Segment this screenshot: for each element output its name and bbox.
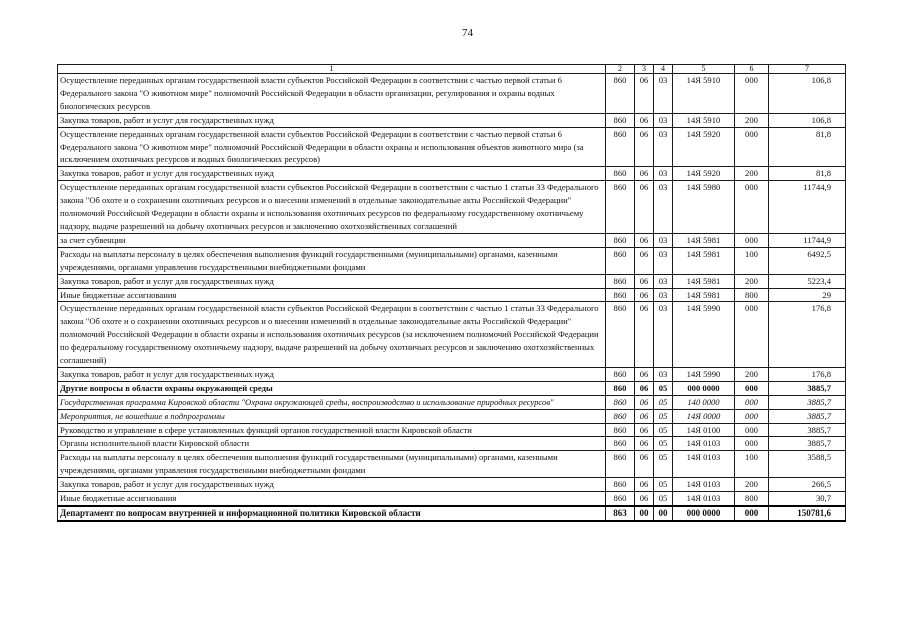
section-code: 06 bbox=[635, 181, 654, 234]
subsection-code: 05 bbox=[654, 492, 673, 506]
amount: 176,8 bbox=[769, 302, 846, 368]
item-name: Осуществление переданных органам государственной власти субъектов Российской Федерации в соответствии с частью первой статьи 6 Федерального закона "О животном мире" полномочий Российской Федерации в области охраны и использования объектов животного мира (за исключением охотничьих ресурсов и водных биологических ресурсов) bbox=[58, 127, 606, 167]
expense-type-code: 800 bbox=[735, 288, 769, 302]
amount: 3885,7 bbox=[769, 409, 846, 423]
table-row bbox=[58, 127, 846, 167]
expense-type-code: 200 bbox=[735, 478, 769, 492]
table-row bbox=[58, 288, 846, 302]
expense-type-code: 000 bbox=[735, 302, 769, 368]
amount: 11744,9 bbox=[769, 233, 846, 247]
subsection-code: 03 bbox=[654, 181, 673, 234]
dept-code: 860 bbox=[606, 451, 635, 478]
target-article-code: 14Я 5920 bbox=[673, 127, 735, 167]
dept-code: 860 bbox=[606, 381, 635, 395]
subsection-code: 05 bbox=[654, 423, 673, 437]
table-row bbox=[58, 274, 846, 288]
target-article-code: 14Я 0000 bbox=[673, 409, 735, 423]
item-name: Осуществление переданных органам государственной власти субъектов Российской Федерации в соответствии с частью первой статьи 6 Федерального закона "О животном мире" полномочий Российской Федерации в области организации, регулирования и охраны водных биологических ресурсов bbox=[58, 74, 606, 114]
amount: 3885,7 bbox=[769, 423, 846, 437]
section-code: 06 bbox=[635, 492, 654, 506]
table-row bbox=[58, 506, 846, 521]
amount: 150781,6 bbox=[769, 506, 846, 521]
section-code: 06 bbox=[635, 288, 654, 302]
expense-type-code: 000 bbox=[735, 423, 769, 437]
expense-type-code: 800 bbox=[735, 492, 769, 506]
item-name: Органы исполнительной власти Кировской области bbox=[58, 437, 606, 451]
subsection-code: 05 bbox=[654, 409, 673, 423]
target-article-code: 000 0000 bbox=[673, 381, 735, 395]
dept-code: 860 bbox=[606, 302, 635, 368]
target-article-code: 14Я 0100 bbox=[673, 423, 735, 437]
budget-table bbox=[57, 64, 846, 522]
item-name: Закупка товаров, работ и услуг для государственных нужд bbox=[58, 113, 606, 127]
dept-code: 860 bbox=[606, 247, 635, 274]
target-article-code: 14Я 0103 bbox=[673, 492, 735, 506]
dept-code: 860 bbox=[606, 74, 635, 114]
amount: 6492,5 bbox=[769, 247, 846, 274]
section-code: 06 bbox=[635, 381, 654, 395]
item-name: Закупка товаров, работ и услуг для государственных нужд bbox=[58, 367, 606, 381]
section-code: 06 bbox=[635, 113, 654, 127]
item-name: Осуществление переданных органам государственной власти субъектов Российской Федерации в соответствии с частью 1 статьи 33 Федерального закона "Об охоте и о сохранении охотничьих ресурсов и о внесении изменений в отдельные законодательные акты Российской Федерации" полномочий Российской Федерации в области охраны и использования охотничьих ресурсов (за исключением полномочий Российской Федерации по федеральному государственному охотничьему надзору, выдаче разрешений на добычу охотничьих ресурсов и заключению охотхозяйственных соглашений) bbox=[58, 302, 606, 368]
amount: 3885,7 bbox=[769, 437, 846, 451]
subsection-code: 03 bbox=[654, 167, 673, 181]
table-row bbox=[58, 451, 846, 478]
page-number: 74 bbox=[462, 27, 473, 39]
item-name: Расходы на выплаты персоналу в целях обеспечения выполнения функций государственными (муниципальными) органами, казенными учреждениями, органами управления государственными внебюджетными фондами bbox=[58, 451, 606, 478]
amount: 81,8 bbox=[769, 167, 846, 181]
target-article-code: 14Я 5981 bbox=[673, 288, 735, 302]
subsection-code: 00 bbox=[654, 506, 673, 521]
section-code: 06 bbox=[635, 395, 654, 409]
column-number-7: 7 bbox=[769, 65, 846, 74]
table-row bbox=[58, 395, 846, 409]
expense-type-code: 000 bbox=[735, 506, 769, 521]
dept-code: 860 bbox=[606, 288, 635, 302]
target-article-code: 140 0000 bbox=[673, 395, 735, 409]
item-name: Расходы на выплаты персоналу в целях обеспечения выполнения функций государственными (муниципальными) органами, казенными учреждениями, органами управления государственными внебюджетными фондами bbox=[58, 247, 606, 274]
item-name: Мероприятия, не вошедшие в подпрограммы bbox=[58, 409, 606, 423]
section-code: 06 bbox=[635, 247, 654, 274]
amount: 176,8 bbox=[769, 367, 846, 381]
budget-table-body bbox=[58, 65, 846, 521]
target-article-code: 14Я 5910 bbox=[673, 113, 735, 127]
column-number-4: 4 bbox=[654, 65, 673, 74]
amount: 29 bbox=[769, 288, 846, 302]
dept-code: 860 bbox=[606, 233, 635, 247]
dept-code: 860 bbox=[606, 478, 635, 492]
target-article-code: 14Я 5920 bbox=[673, 167, 735, 181]
table-row bbox=[58, 367, 846, 381]
subsection-code: 03 bbox=[654, 127, 673, 167]
amount: 30,7 bbox=[769, 492, 846, 506]
target-article-code: 14Я 5980 bbox=[673, 181, 735, 234]
subsection-code: 03 bbox=[654, 274, 673, 288]
expense-type-code: 200 bbox=[735, 113, 769, 127]
expense-type-code: 000 bbox=[735, 395, 769, 409]
section-code: 06 bbox=[635, 437, 654, 451]
dept-code: 860 bbox=[606, 437, 635, 451]
amount: 3885,7 bbox=[769, 381, 846, 395]
table-row bbox=[58, 492, 846, 506]
table-row bbox=[58, 302, 846, 368]
section-code: 06 bbox=[635, 367, 654, 381]
amount: 106,8 bbox=[769, 113, 846, 127]
expense-type-code: 100 bbox=[735, 247, 769, 274]
expense-type-code: 200 bbox=[735, 167, 769, 181]
table-row bbox=[58, 113, 846, 127]
item-name: Иные бюджетные ассигнования bbox=[58, 492, 606, 506]
dept-code: 860 bbox=[606, 395, 635, 409]
item-name: Иные бюджетные ассигнования bbox=[58, 288, 606, 302]
section-code: 06 bbox=[635, 74, 654, 114]
expense-type-code: 200 bbox=[735, 367, 769, 381]
column-number-3: 3 bbox=[635, 65, 654, 74]
table-row bbox=[58, 233, 846, 247]
table-row bbox=[58, 437, 846, 451]
expense-type-code: 000 bbox=[735, 233, 769, 247]
column-number-2: 2 bbox=[606, 65, 635, 74]
amount: 106,8 bbox=[769, 74, 846, 114]
expense-type-code: 200 bbox=[735, 274, 769, 288]
target-article-code: 14Я 5981 bbox=[673, 233, 735, 247]
amount: 5223,4 bbox=[769, 274, 846, 288]
item-name: Руководство и управление в сфере установленных функций органов государственной власти Кировской области bbox=[58, 423, 606, 437]
expense-type-code: 000 bbox=[735, 127, 769, 167]
subsection-code: 03 bbox=[654, 302, 673, 368]
target-article-code: 14Я 5981 bbox=[673, 247, 735, 274]
dept-code: 860 bbox=[606, 181, 635, 234]
dept-code: 860 bbox=[606, 409, 635, 423]
expense-type-code: 000 bbox=[735, 437, 769, 451]
dept-code: 860 bbox=[606, 492, 635, 506]
item-name: Государственная программа Кировской области "Охрана окружающей среды, воспроизводство и использование природных ресурсов" bbox=[58, 395, 606, 409]
expense-type-code: 000 bbox=[735, 381, 769, 395]
table-row bbox=[58, 74, 846, 114]
item-name: Осуществление переданных органам государственной власти субъектов Российской Федерации в соответствии с частью 1 статьи 33 Федерального закона "Об охоте и о сохранении охотничьих ресурсов и о внесении изменений в отдельные законодательные акты Российской Федерации" полномочий Российской Федерации в области охраны и использования охотничьих ресурсов по федеральному государственному охотничьему надзору, выдаче разрешений на добычу охотничьих ресурсов и заключению охотхозяйственных соглашений bbox=[58, 181, 606, 234]
target-article-code: 14Я 5990 bbox=[673, 367, 735, 381]
amount: 3588,5 bbox=[769, 451, 846, 478]
subsection-code: 03 bbox=[654, 247, 673, 274]
subsection-code: 05 bbox=[654, 381, 673, 395]
expense-type-code: 000 bbox=[735, 181, 769, 234]
section-code: 06 bbox=[635, 167, 654, 181]
amount: 266,5 bbox=[769, 478, 846, 492]
item-name: Закупка товаров, работ и услуг для государственных нужд bbox=[58, 274, 606, 288]
dept-code: 860 bbox=[606, 423, 635, 437]
section-code: 06 bbox=[635, 478, 654, 492]
table-row bbox=[58, 409, 846, 423]
table-row bbox=[58, 423, 846, 437]
section-code: 06 bbox=[635, 409, 654, 423]
item-name: за счет субвенции bbox=[58, 233, 606, 247]
dept-code: 860 bbox=[606, 367, 635, 381]
table-row bbox=[58, 478, 846, 492]
target-article-code: 14Я 0103 bbox=[673, 437, 735, 451]
item-name: Департамент по вопросам внутренней и информационной политики Кировской области bbox=[58, 506, 606, 521]
column-number-5: 5 bbox=[673, 65, 735, 74]
column-number-6: 6 bbox=[735, 65, 769, 74]
item-name: Закупка товаров, работ и услуг для государственных нужд bbox=[58, 167, 606, 181]
item-name: Закупка товаров, работ и услуг для государственных нужд bbox=[58, 478, 606, 492]
target-article-code: 14Я 5981 bbox=[673, 274, 735, 288]
dept-code: 860 bbox=[606, 274, 635, 288]
section-code: 06 bbox=[635, 451, 654, 478]
expense-type-code: 000 bbox=[735, 74, 769, 114]
section-code: 06 bbox=[635, 302, 654, 368]
amount: 3885,7 bbox=[769, 395, 846, 409]
target-article-code: 000 0000 bbox=[673, 506, 735, 521]
amount: 11744,9 bbox=[769, 181, 846, 234]
item-name: Другие вопросы в области охраны окружающей среды bbox=[58, 381, 606, 395]
table-row bbox=[58, 167, 846, 181]
dept-code: 860 bbox=[606, 127, 635, 167]
subsection-code: 05 bbox=[654, 437, 673, 451]
target-article-code: 14Я 5990 bbox=[673, 302, 735, 368]
section-code: 06 bbox=[635, 127, 654, 167]
dept-code: 860 bbox=[606, 113, 635, 127]
subsection-code: 03 bbox=[654, 74, 673, 114]
column-number-row bbox=[58, 65, 846, 74]
amount: 81,8 bbox=[769, 127, 846, 167]
expense-type-code: 100 bbox=[735, 451, 769, 478]
table-row bbox=[58, 247, 846, 274]
target-article-code: 14Я 5910 bbox=[673, 74, 735, 114]
section-code: 00 bbox=[635, 506, 654, 521]
subsection-code: 03 bbox=[654, 113, 673, 127]
column-number-1: 1 bbox=[58, 65, 606, 74]
subsection-code: 03 bbox=[654, 367, 673, 381]
subsection-code: 03 bbox=[654, 288, 673, 302]
table-row bbox=[58, 381, 846, 395]
target-article-code: 14Я 0103 bbox=[673, 478, 735, 492]
dept-code: 863 bbox=[606, 506, 635, 521]
target-article-code: 14Я 0103 bbox=[673, 451, 735, 478]
dept-code: 860 bbox=[606, 167, 635, 181]
expense-type-code: 000 bbox=[735, 409, 769, 423]
subsection-code: 03 bbox=[654, 233, 673, 247]
subsection-code: 05 bbox=[654, 395, 673, 409]
section-code: 06 bbox=[635, 423, 654, 437]
table-row bbox=[58, 181, 846, 234]
section-code: 06 bbox=[635, 274, 654, 288]
subsection-code: 05 bbox=[654, 451, 673, 478]
subsection-code: 05 bbox=[654, 478, 673, 492]
section-code: 06 bbox=[635, 233, 654, 247]
